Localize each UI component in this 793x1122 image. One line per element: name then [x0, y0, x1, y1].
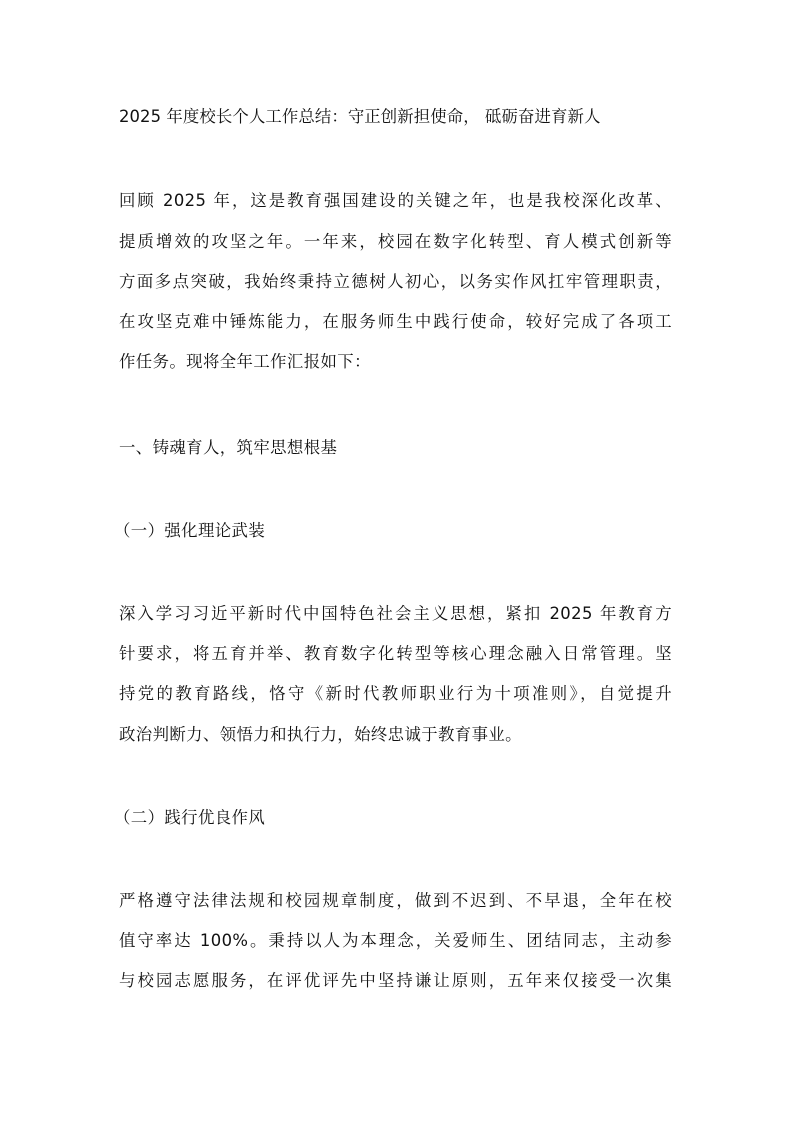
intro-line-2: 提质增效的攻坚之年。一年来，校园在数字化转型、育人模式创新等: [119, 232, 672, 251]
sub2-line-1: 严格遵守法律法规和校园规章制度，做到不迟到、不早退，全年在校: [119, 891, 672, 910]
intro-line-1: 回顾 2025 年，这是教育强国建设的关键之年，也是我校深化改革、: [119, 191, 672, 210]
sub1-line-1: 深入学习习近平新时代中国特色社会主义思想，紧扣 2025 年教育方: [119, 604, 672, 623]
subsection-heading-2: （二）践行优良作风: [114, 808, 266, 827]
section-heading-1: 一、铸魂育人，筑牢思想根基: [119, 438, 338, 457]
sub2-line-3: 与校园志愿服务，在评优评先中坚持谦让原则，五年来仅接受一次集: [119, 971, 672, 990]
sub1-line-2: 针要求，将五育并举、教育数字化转型等核心理念融入日常管理。坚: [119, 644, 672, 663]
intro-line-5: 作任务。现将全年工作汇报如下：: [119, 352, 371, 371]
intro-line-3: 方面多点突破，我始终秉持立德树人初心，以务实作风扛牢管理职责，: [119, 272, 672, 291]
intro-line-4: 在攻坚克难中锤炼能力，在服务师生中践行使命，较好完成了各项工: [119, 312, 672, 331]
sub2-line-2: 值守率达 100%。秉持以人为本理念，关爱师生、团结同志，主动参: [119, 931, 672, 950]
subsection-heading-1: （一）强化理论武装: [114, 521, 266, 540]
sub1-line-4: 政治判断力、领悟力和执行力，始终忠诚于教育事业。: [119, 725, 522, 744]
sub1-line-3: 持党的教育路线，恪守《新时代教师职业行为十项准则》，自觉提升: [119, 684, 672, 703]
document-title: 2025 年度校长个人工作总结：守正创新担使命， 砥砺奋进育新人: [119, 107, 601, 126]
